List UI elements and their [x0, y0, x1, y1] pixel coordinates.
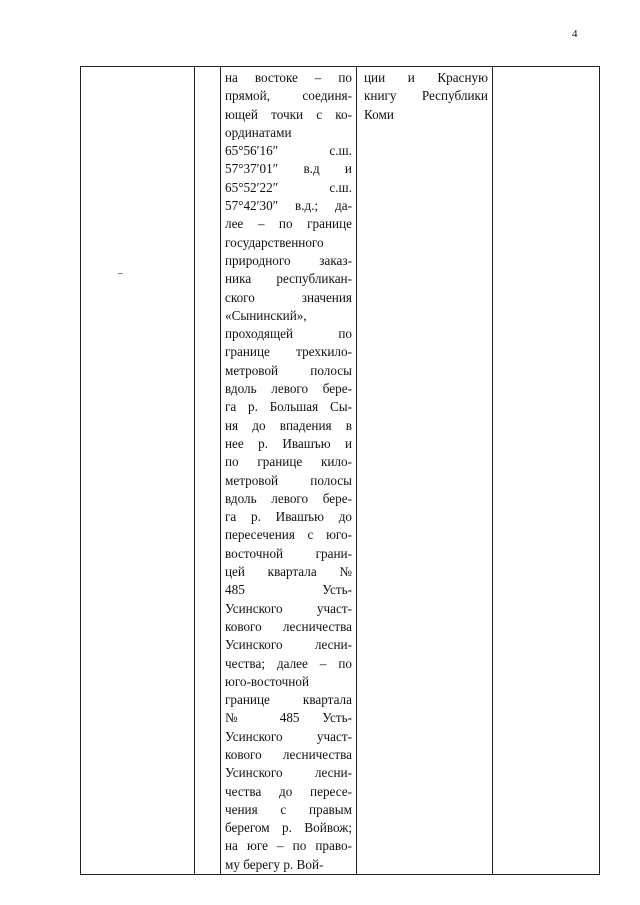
text-line: вдоль левого бере-	[225, 490, 352, 506]
text-line: границе трехкило-	[225, 344, 352, 360]
text-line: проходящей по	[225, 326, 352, 342]
table-cell-notes	[357, 67, 493, 875]
text-line: «Сынинский»,	[225, 307, 307, 323]
table-cell-col1	[81, 67, 195, 875]
text-line: Усинского лесни-	[225, 637, 352, 653]
text-line: 65°56′16″ с.ш.	[225, 143, 352, 159]
notes-text	[357, 67, 492, 124]
text-line: ординатами	[225, 124, 292, 140]
text-line: га р. Большая Сы-	[225, 399, 352, 415]
text-line: га р. Ивашъю до	[225, 509, 352, 525]
text-line: № 485 Усть-	[225, 710, 352, 726]
text-line: восточной грани-	[225, 545, 352, 561]
text-line: метровой полосы	[225, 362, 352, 378]
text-line: цей квартала №	[225, 564, 352, 580]
text-line: ня до впадения в	[225, 417, 352, 433]
text-line: кового лесничества	[225, 746, 352, 762]
text-line: метровой полосы	[225, 472, 352, 488]
text-line: 485 Усть-	[225, 582, 352, 598]
table-cell-boundary-description	[221, 67, 357, 875]
text-line: по границе кило-	[225, 454, 352, 470]
text-line: 65°52′22″ с.ш.	[225, 179, 352, 195]
scan-artifact	[118, 273, 123, 274]
table-row	[81, 67, 600, 875]
text-line: природного заказ-	[225, 252, 352, 268]
table-cell-col2	[195, 67, 221, 875]
text-line: ции и Красную	[364, 70, 488, 85]
text-line: на востоке – по	[225, 70, 352, 85]
boundary-description-text	[221, 67, 356, 874]
text-line: ника республикан-	[225, 271, 352, 287]
text-line: книгу Республики	[364, 88, 488, 104]
text-line: границе квартала	[225, 692, 352, 708]
text-line: нее р. Ивашъю и	[225, 435, 352, 451]
table-cell-col5	[493, 67, 600, 875]
text-line: Усинского участ-	[225, 728, 352, 744]
text-line: Усинского лесни-	[225, 765, 352, 781]
page-number: 4	[572, 28, 578, 40]
text-line: пересечения с юго-	[225, 527, 352, 543]
document-table	[80, 66, 600, 875]
text-line: Коми	[364, 106, 394, 122]
text-line: юго-восточной	[225, 673, 310, 689]
text-line: му берегу р. Вой-	[225, 856, 324, 872]
text-line: государственного	[225, 234, 324, 250]
text-line: кового лесничества	[225, 618, 352, 634]
text-line: чества до пересе-	[225, 783, 352, 799]
text-line: чества; далее – по	[225, 655, 352, 671]
text-line: ского значения	[225, 289, 352, 305]
text-line: Усинского участ-	[225, 600, 352, 616]
text-line: 57°42′30″ в.д.; да-	[225, 198, 352, 214]
text-line: берегом р. Войвож;	[225, 820, 352, 836]
text-line: 57°37′01″ в.д и	[225, 161, 352, 177]
text-line: ющей точки с ко-	[225, 106, 352, 122]
text-line: лее – по границе	[225, 216, 352, 232]
text-line: вдоль левого бере-	[225, 381, 352, 397]
text-line: прямой, соединя-	[225, 88, 352, 104]
text-line: чения с правым	[225, 801, 352, 817]
text-line: на юге – по право-	[225, 838, 352, 854]
